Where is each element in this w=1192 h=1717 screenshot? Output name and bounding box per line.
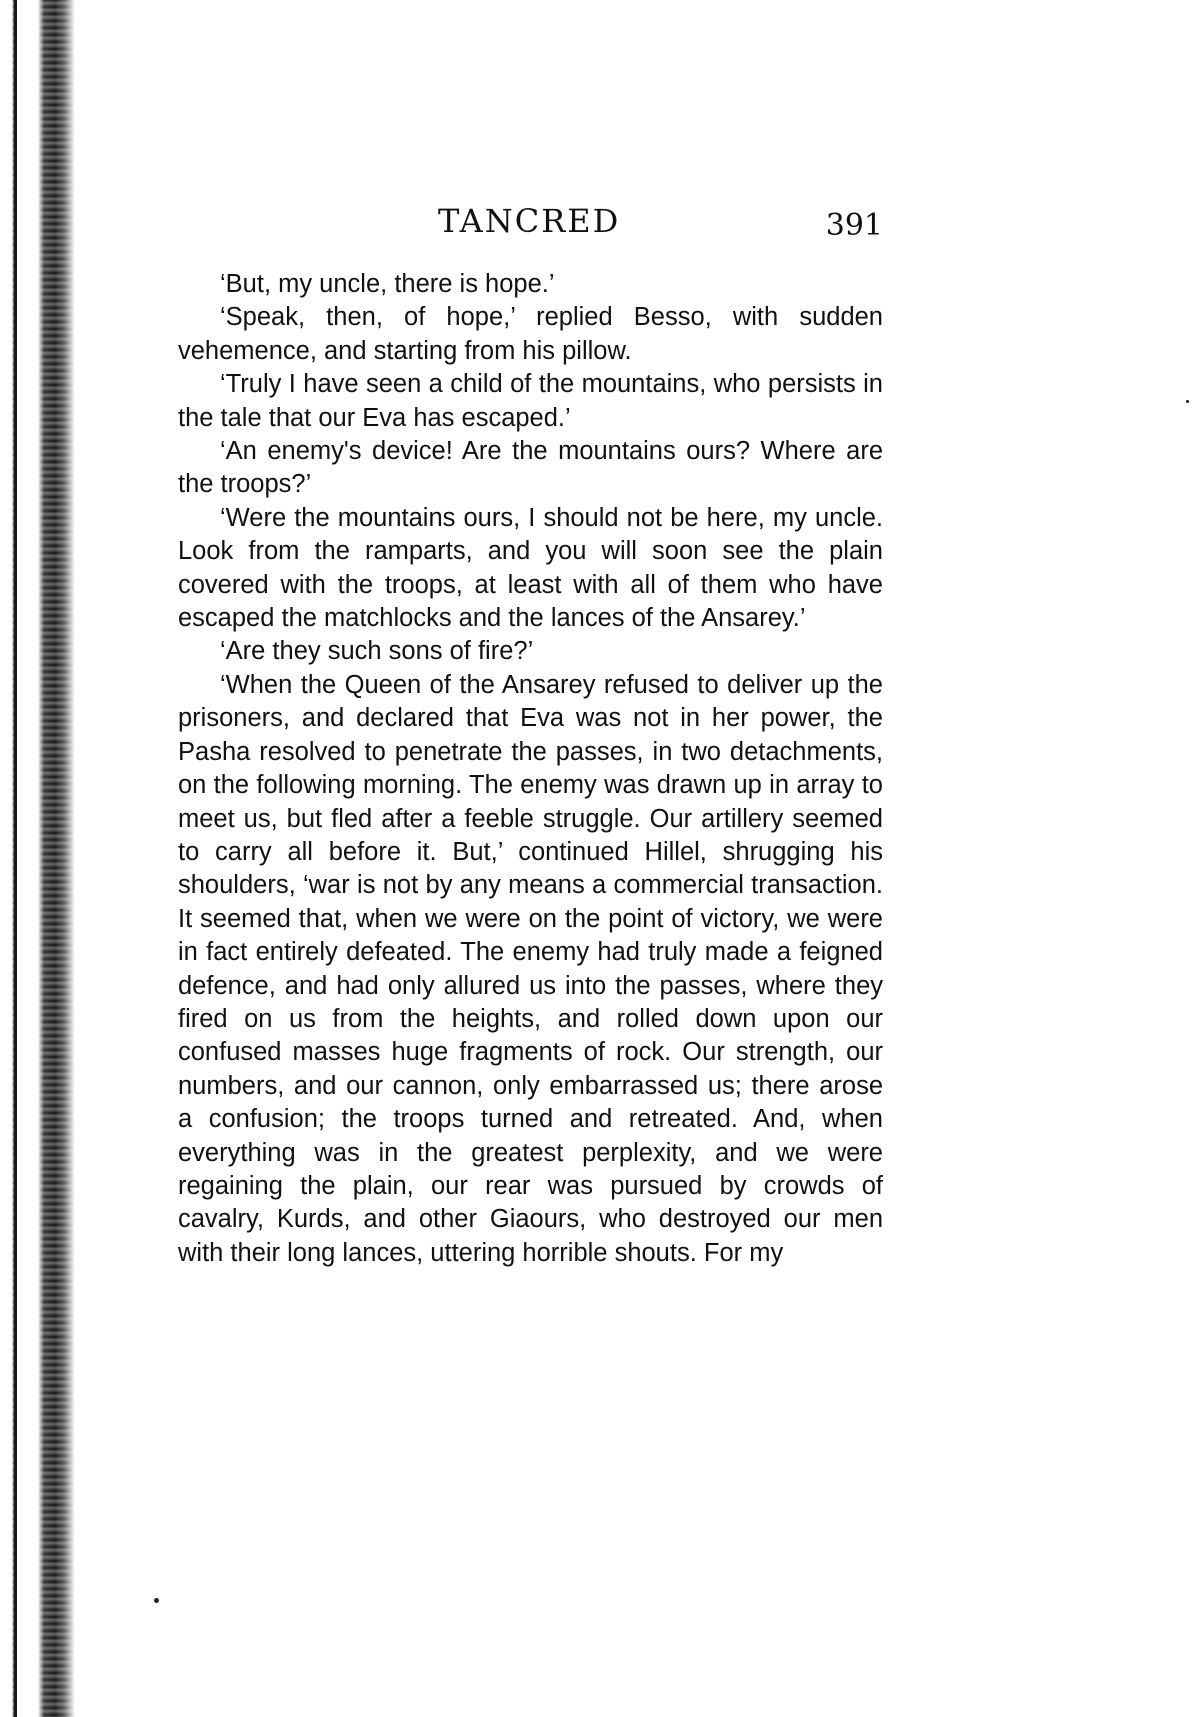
paragraph: ‘Were the mountains ours, I should not be here, my uncle. Look from the ramparts, and you will soon see the plain covered with the troops, at least with all of them who have escaped the matchlocks and the lances of the Ansarey.’ [178, 503, 883, 633]
body-text [178, 268, 883, 1270]
paragraph: ‘When the Queen of the Ansarey refused to deliver up the prisoners, and declared that Eva was not in her power, the Pasha resolved to penetrate the passes, in two detachments, on the following morning. The enemy was drawn up in array to meet us, but fled after a feeble struggle. Our artillery seemed to carry all before it. But,’ continued Hillel, shrugging his shoulders, ‘war is not by any means a commercial transaction. It seemed that, when we were on the point of victory, we were in fact entirely defeated. The enemy had truly made a feigned defence, and had only allured us into the passes, where they fired on us from the heights, and rolled down upon our confused masses huge fragments of rock. Our strength, our numbers, and our cannon, only embarrassed us; there arose a confusion; the troops turned and retreated. And, when everything was in the greatest perplexity, and we were regaining the plain, our rear was pursued by crowds of cavalry, Kurds, and other Giaours, who destroyed our men with their long lances, uttering horrible shouts. For my [178, 670, 883, 1267]
paragraph: ‘Are they such sons of fire?’ [220, 637, 534, 666]
running-head-title: TANCRED [438, 202, 621, 240]
gutter-edge-line [14, 0, 17, 1717]
scan-speck [154, 1598, 159, 1603]
scan-speck [1186, 400, 1189, 403]
paragraph: ‘An enemy's device! Are the mountains ours? Where are the troops?’ [178, 437, 883, 499]
running-head [178, 202, 883, 242]
page-gutter-shadow [0, 0, 75, 1717]
page-number: 391 [825, 208, 883, 243]
paragraph: ‘Truly I have seen a child of the mountains, who persists in the tale that our Eva has escaped.’ [178, 370, 883, 432]
paragraph: ‘Speak, then, of hope,’ replied Besso, with sudden vehemence, and starting from his pillow. [178, 303, 883, 365]
paragraph: ‘But, my uncle, there is hope.’ [220, 270, 555, 298]
